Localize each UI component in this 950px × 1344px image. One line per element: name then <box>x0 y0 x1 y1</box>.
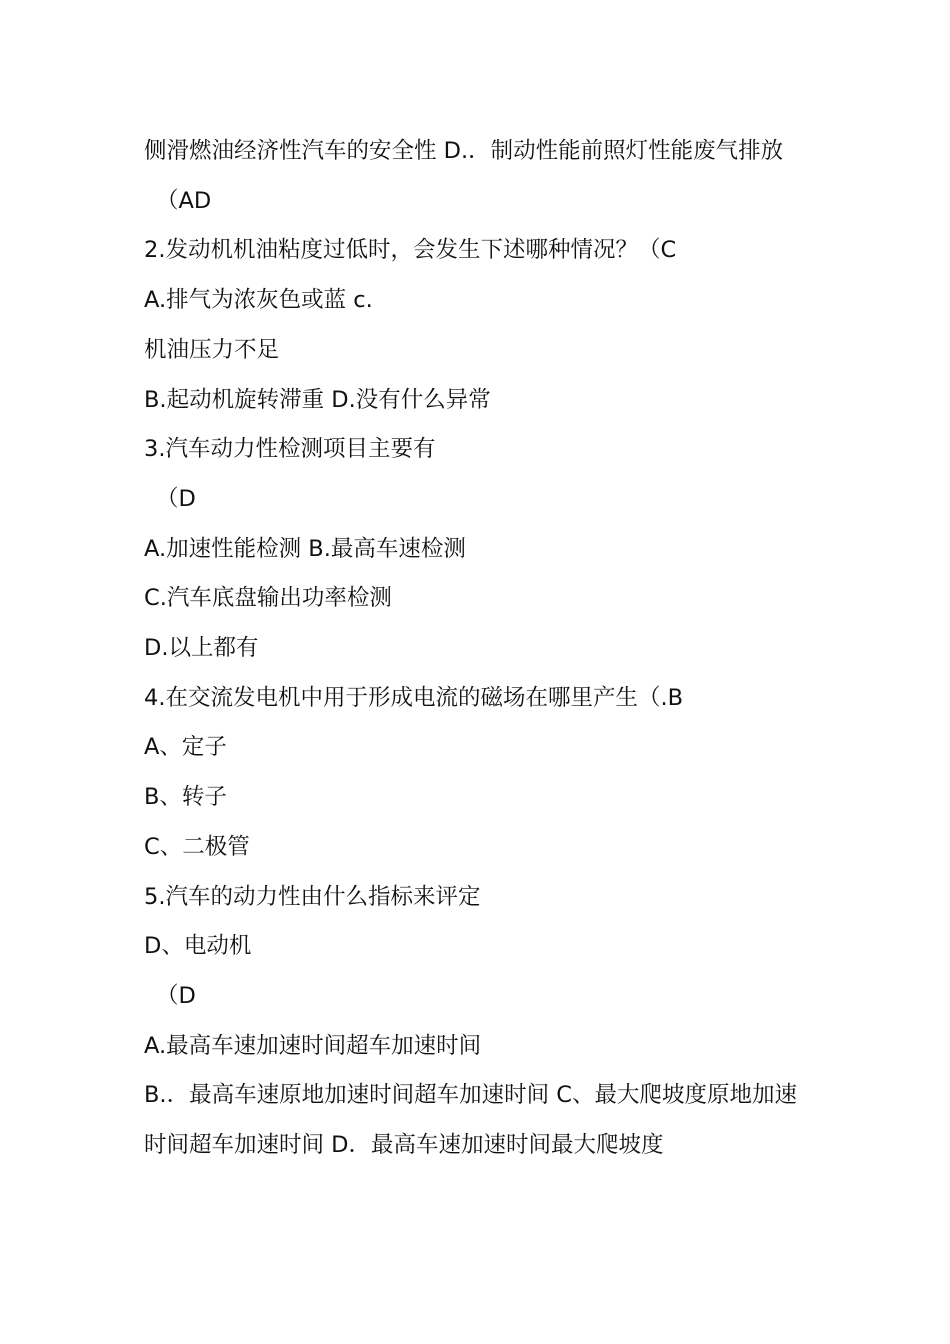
option-line: 机油压力不足 <box>144 336 280 363</box>
option-line: B.起动机旋转滞重 D.没有什么异常 <box>144 386 491 413</box>
answer-line-5: （D <box>156 982 196 1009</box>
option-line: C、二极管 <box>144 833 250 860</box>
answer-line-1: （AD <box>156 187 212 214</box>
option-line: C.汽车底盘输出功率检测 <box>144 585 392 612</box>
option-line: B.．最高车速原地加速时间超车加速时间 C、最大爬坡度原地加速时间超车加速时间 D．最高车速加速时间最大爬坡度 <box>144 1082 797 1159</box>
question-2: 2.发动机机油粘度过低时，会发生下述哪种情况？（C <box>144 237 677 264</box>
option-line: A、定子 <box>144 734 227 761</box>
option-line: A.加速性能检测 B.最高车速检测 <box>144 535 466 562</box>
option-line: D.以上都有 <box>144 635 259 662</box>
option-line: D、电动机 <box>144 933 252 960</box>
text-line-1: 侧滑燃油经济性汽车的安全性 D.．制动性能前照灯性能废气排放 <box>144 138 784 164</box>
question-5: 5.汽车的动力性由什么指标来评定 <box>144 883 481 910</box>
option-line: A.最高车速加速时间超车加速时间 <box>144 1032 482 1059</box>
option-line: A.排气为浓灰色或蓝 c. <box>144 287 373 314</box>
document-body <box>144 127 814 1171</box>
answer-line-3: （D <box>156 485 196 512</box>
question-4: 4.在交流发电机中用于形成电流的磁场在哪里产生（.B <box>144 684 684 711</box>
question-3: 3.汽车动力性检测项目主要有 <box>144 436 436 463</box>
option-line: B、转子 <box>144 784 227 811</box>
